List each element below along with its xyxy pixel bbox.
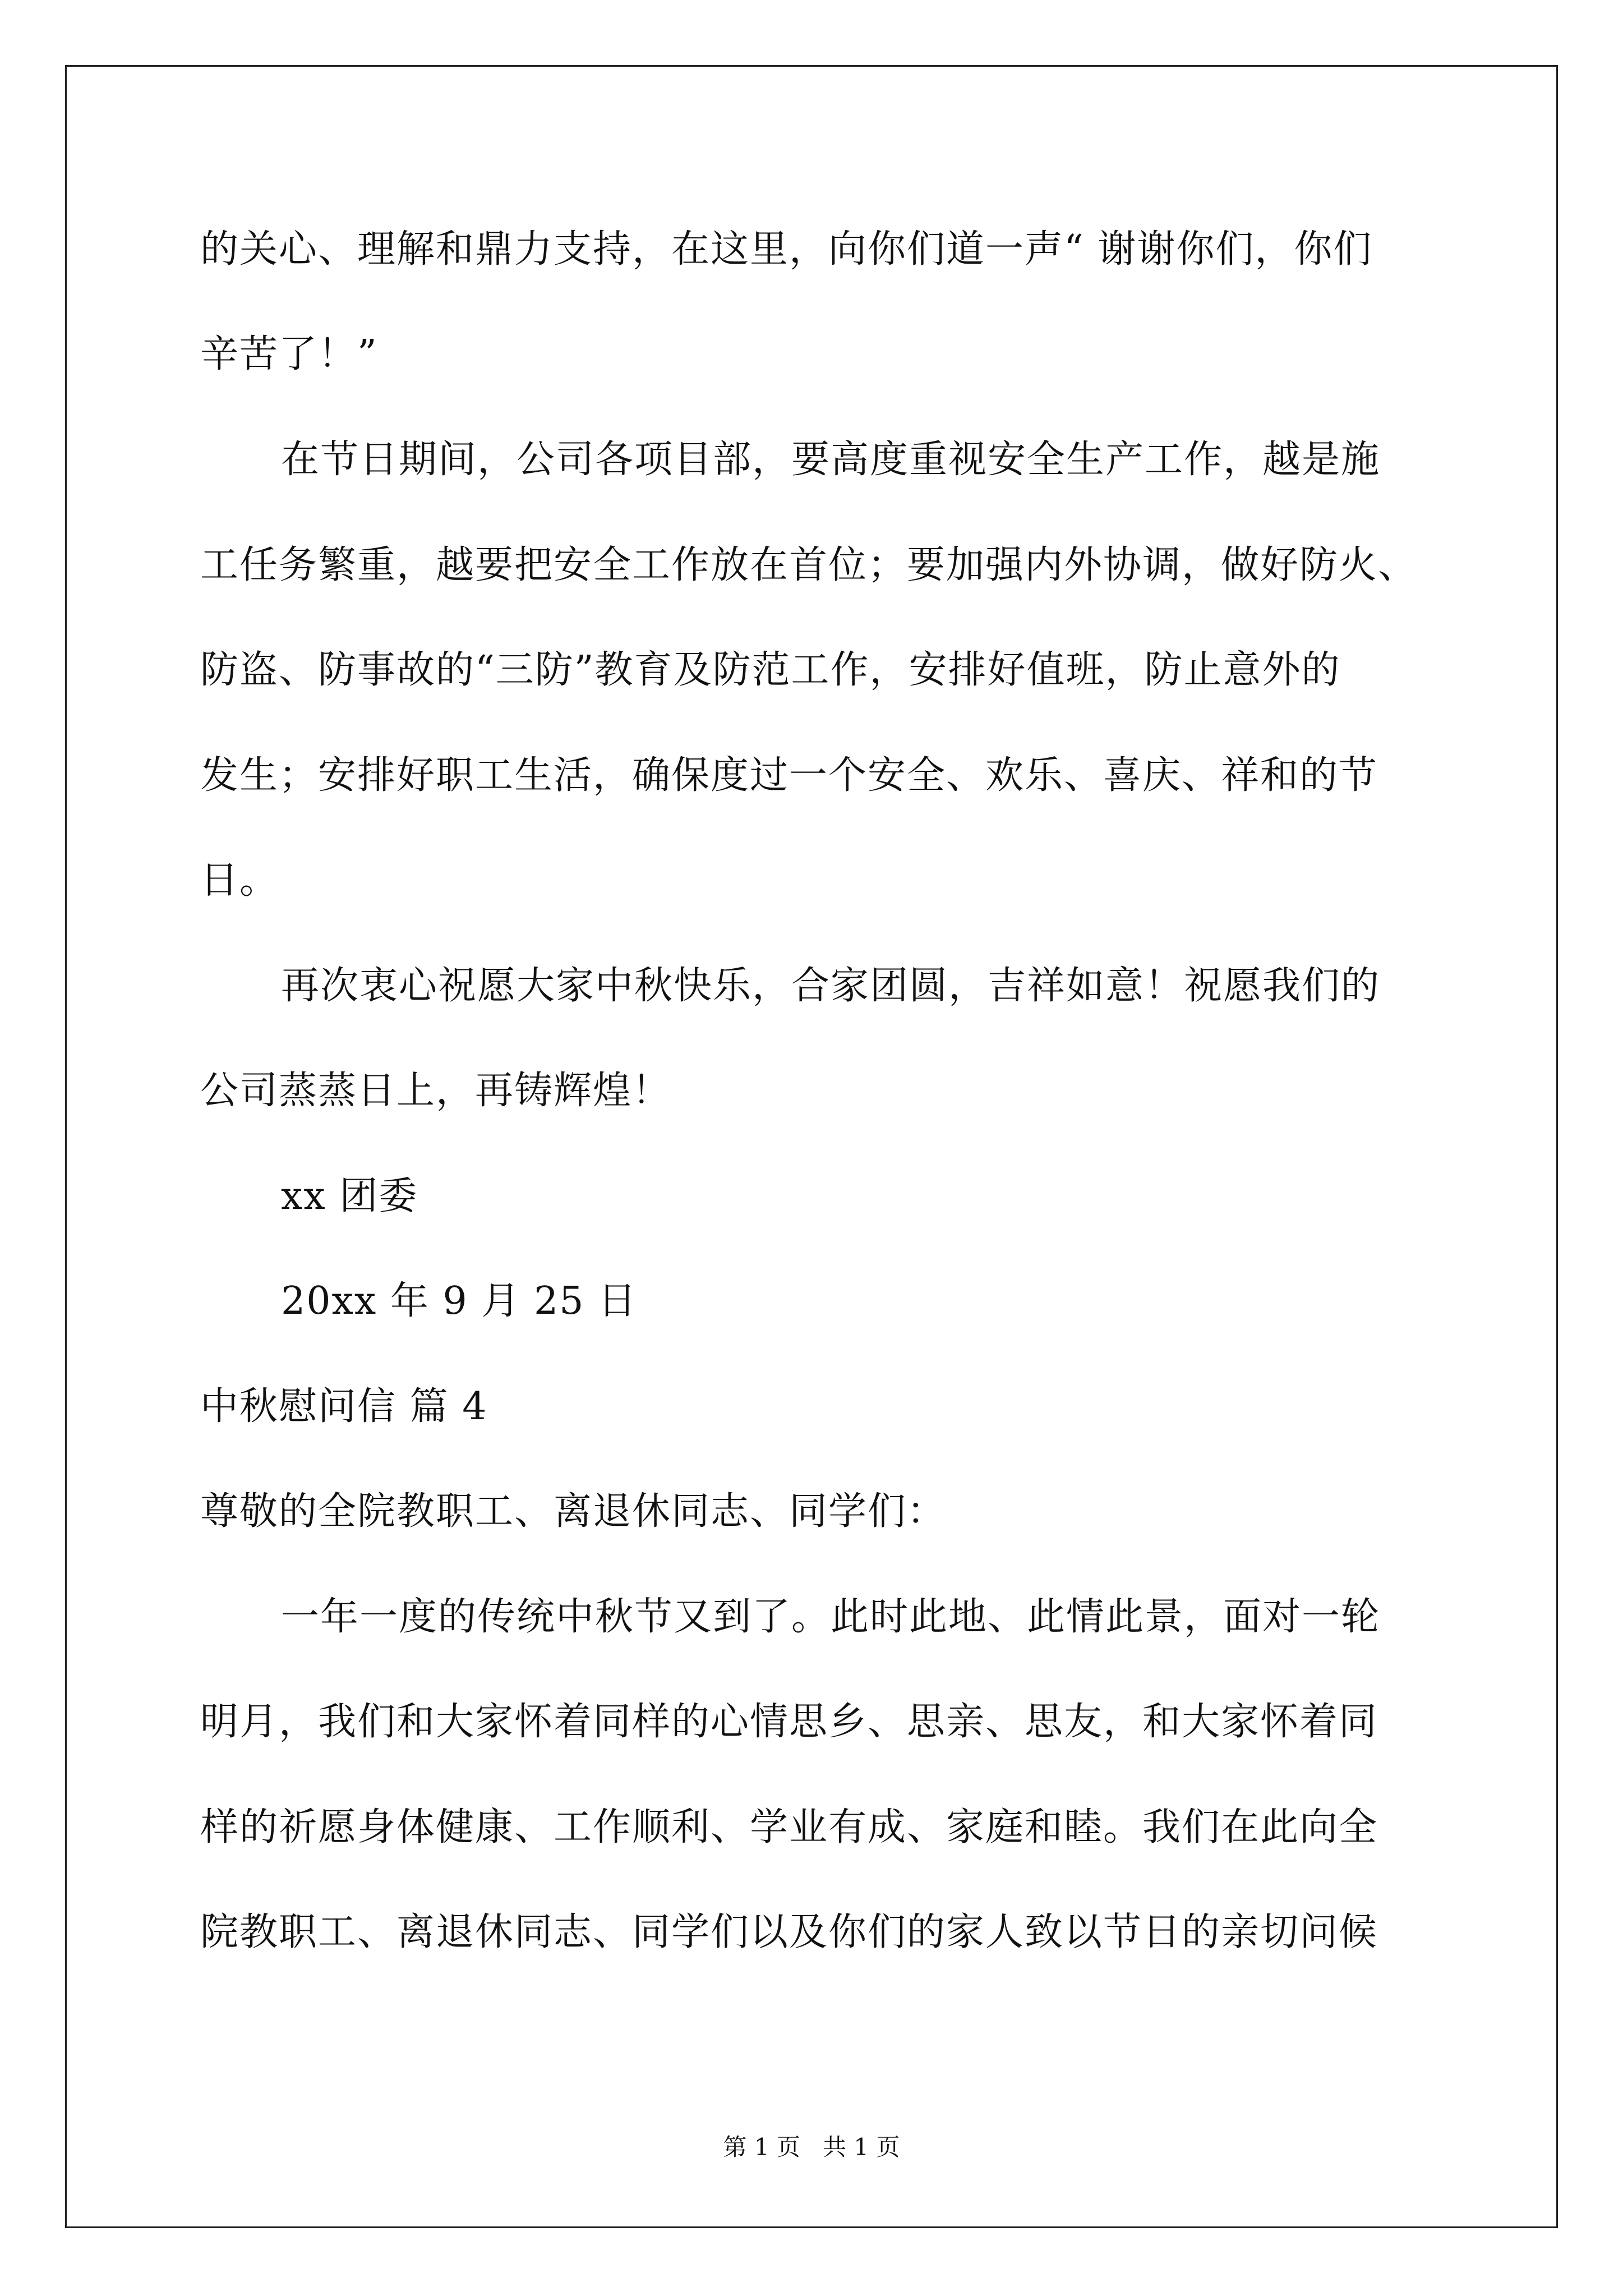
text-line: 工任务繁重，越要把安全工作放在首位；要加强内外协调，做好防火、 — [200, 543, 1418, 587]
salutation: 尊敬的全院教职工、离退休同志、同学们： — [200, 1489, 947, 1534]
text-line: 辛苦了！” — [200, 332, 378, 376]
paragraph-start-line: 在节日期间，公司各项目部，要高度重视安全生产工作，越是施 — [281, 438, 1381, 482]
signature-org: xx 团委 — [281, 1174, 418, 1218]
text-line: 院教职工、离退休同志、同学们以及你们的家人致以节日的亲切问候 — [200, 1910, 1378, 1954]
text-line: 发生；安排好职工生活，确保度过一个安全、欢乐、喜庆、祥和的节 — [200, 753, 1378, 798]
paragraph-start-line: 一年一度的传统中秋节又到了。此时此地、此情此景，面对一轮 — [281, 1595, 1381, 1639]
section-heading: 中秋慰问信 篇 4 — [200, 1384, 488, 1429]
paragraph-start-line: 再次衷心祝愿大家中秋快乐，合家团圆，吉祥如意！祝愿我们的 — [281, 964, 1381, 1008]
text-line: 样的祈愿身体健康、工作顺利、学业有成、家庭和睦。我们在此向全 — [200, 1805, 1378, 1849]
page-number-footer: 第 1 页 共 1 页 — [723, 2133, 900, 2161]
text-line: 防盗、防事故的“三防”教育及防范工作，安排好值班，防止意外的 — [200, 648, 1341, 692]
text-line: 明月，我们和大家怀着同样的心情思乡、思亲、思友，和大家怀着同 — [200, 1700, 1378, 1744]
text-line: 日。 — [200, 858, 279, 903]
text-line: 的关心、理解和鼎力支持，在这里，向你们道一声“ 谢谢你们，你们 — [200, 227, 1373, 272]
signature-date: 20xx 年 9 月 25 日 — [281, 1279, 638, 1323]
text-line: 公司蒸蒸日上，再铸辉煌！ — [200, 1069, 672, 1113]
